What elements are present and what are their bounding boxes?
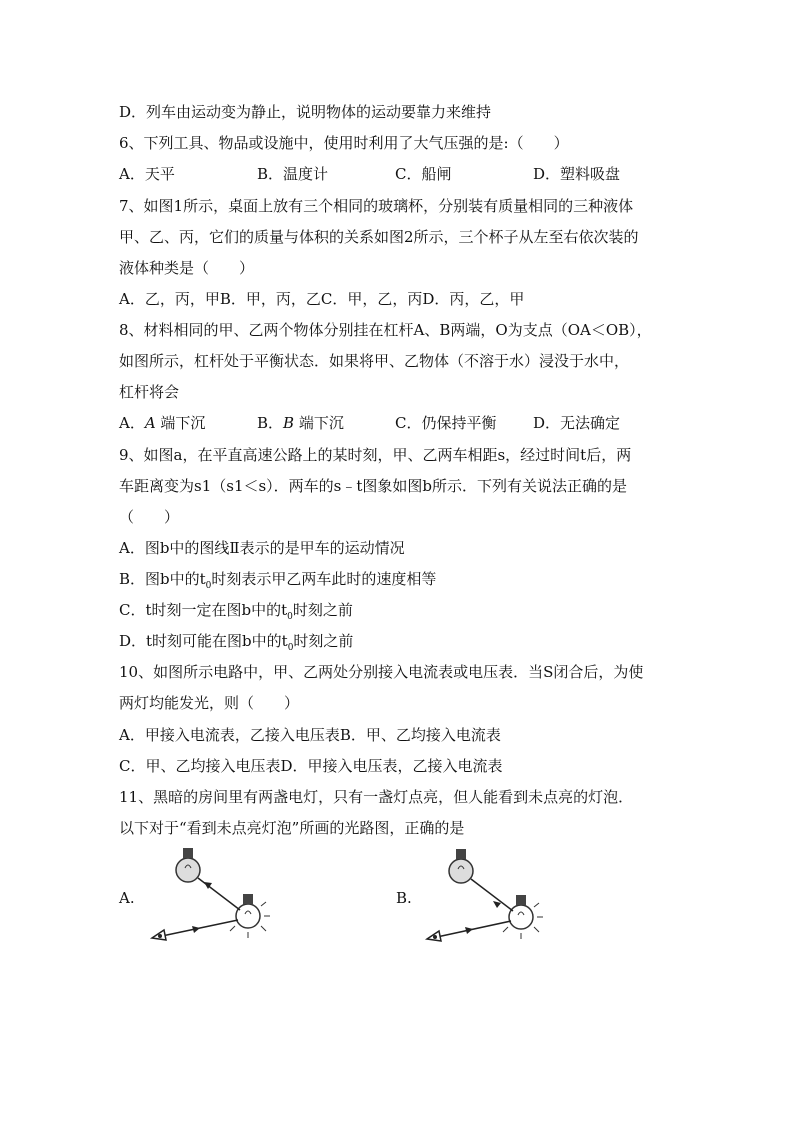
- q6-option-c: C．船闸: [395, 165, 452, 183]
- q9-option-d-sub: 0: [287, 643, 294, 653]
- q9-option-d-text1: D．t时刻可能在图b中的t: [119, 632, 288, 650]
- question-8-line1: 8、材料相同的甲、乙两个物体分别挂在杠杆A、B两端，O为支点（OA＜OB），: [119, 321, 652, 339]
- unlit-bulb-icon: [176, 848, 200, 882]
- q9-option-d-text2: 时刻之前: [293, 632, 354, 650]
- question-8-line3: 杠杆将会: [119, 383, 180, 401]
- q8-option-c: C．仍保持平衡: [395, 414, 497, 432]
- figure-a-light-path: [140, 840, 290, 950]
- question-10-line1: 10、如图所示电路中，甲、乙两处分别接入电流表或电压表．当S闭合后，为使: [119, 663, 644, 681]
- q9-option-b: [119, 569, 436, 596]
- question-9-line2: 车距离变为s1（s1＜s）．两车的s﹣t图象如图b所示．下列有关说法正确的是: [119, 477, 628, 495]
- figure-b-light-path: [415, 845, 565, 950]
- question-10-line2: 两灯均能发光，则（ ）: [119, 694, 300, 712]
- q9-option-c-sub: 0: [287, 612, 293, 622]
- question-11-line1: 11、黑暗的房间里有两盏电灯，只有一盏灯点亮，但人能看到未点亮的灯泡．: [119, 788, 634, 806]
- q9-option-a: A．图b中的图线Ⅱ表示的是甲车的运动情况: [119, 539, 405, 557]
- q10-options-ab: A．甲接入电流表，乙接入电压表B．甲、乙均接入电流表: [119, 726, 501, 744]
- q9-option-b-text2: 时刻表示甲乙两车此时的速度相等: [211, 570, 437, 588]
- question-7-line3: 液体种类是（ ）: [119, 259, 255, 277]
- question-6: 6、下列工具、物品或设施中，使用时利用了大气压强的是:（ ）: [119, 134, 569, 152]
- q9-option-b-text1: B．图b中的t: [119, 570, 206, 588]
- q7-options: A．乙，丙，甲B．甲，丙，乙C．甲，乙，丙D．丙，乙，甲: [119, 290, 525, 308]
- question-9-line1: 9、如图a，在平直高速公路上的某时刻，甲、乙两车相距s，经过时间t后，两: [119, 446, 632, 464]
- q6-option-b: B．温度计: [257, 165, 329, 183]
- eye-icon: [427, 931, 441, 941]
- q6-option-a: A．天平: [119, 165, 175, 183]
- q5-option-d: D．列车由运动变为静止，说明物体的运动要靠力来维持: [119, 103, 492, 121]
- q9-option-b-sub: 0: [205, 581, 212, 591]
- question-11-line2: 以下对于“看到未点亮灯泡”所画的光路图，正确的是: [119, 819, 465, 837]
- eye-icon: [152, 930, 166, 940]
- q9-option-c-text2: 时刻之前: [292, 601, 353, 619]
- q8-option-a: A．𝐴 端下沉: [119, 414, 206, 432]
- figure-b-label: B.: [396, 889, 412, 907]
- q10-options-cd: C．甲、乙均接入电压表D．甲接入电压表，乙接入电流表: [119, 757, 503, 775]
- unlit-bulb-icon: [449, 849, 473, 883]
- question-7-line1: 7、如图1所示，桌面上放有三个相同的玻璃杯，分别装有质量相同的三种液体: [119, 197, 634, 215]
- question-9-line3: （ ）: [119, 508, 180, 526]
- q8-option-b: B．𝐵 端下沉: [257, 414, 344, 432]
- q9-option-d: [119, 631, 353, 658]
- figure-a-label: A.: [119, 889, 135, 907]
- q9-option-c: [119, 600, 353, 627]
- question-7-line2: 甲、乙、丙，它们的质量与体积的关系如图2所示，三个杯子从左至右依次装的: [119, 228, 639, 246]
- q9-option-c-text1: C．t时刻一定在图b中的t: [119, 601, 288, 619]
- q6-option-d: D．塑料吸盘: [533, 165, 621, 183]
- q8-option-d: D．无法确定: [533, 414, 621, 432]
- lit-bulb-icon: [503, 895, 543, 939]
- lit-bulb-icon: [230, 894, 270, 938]
- question-8-line2: 如图所示，杠杆处于平衡状态．如果将甲、乙物体（不溶于水）浸没于水中，: [119, 352, 630, 370]
